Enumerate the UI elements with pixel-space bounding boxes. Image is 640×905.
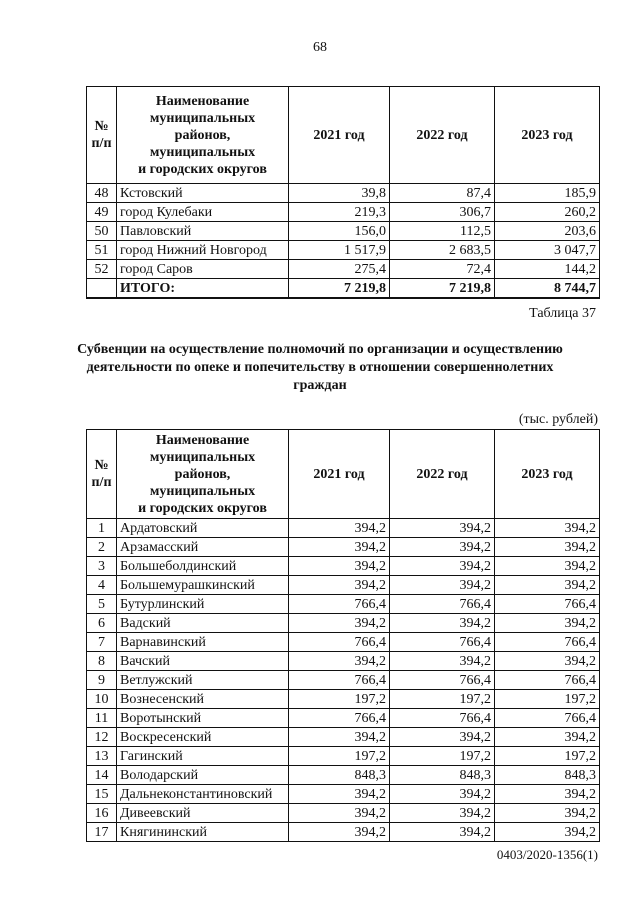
table-row xyxy=(87,184,600,203)
row-number: 15 xyxy=(87,785,117,804)
table-row xyxy=(87,804,600,823)
row-number: 14 xyxy=(87,766,117,785)
value-2023: 144,2 xyxy=(495,260,600,279)
value-2023: 394,2 xyxy=(495,652,600,671)
value-2023: 766,4 xyxy=(495,671,600,690)
value-2022: 766,4 xyxy=(390,633,495,652)
units-label: (тыс. рублей) xyxy=(518,412,598,427)
row-number: 10 xyxy=(87,690,117,709)
row-number: 5 xyxy=(87,595,117,614)
row-name: город Нижний Новгород xyxy=(117,241,289,260)
value-2021: 848,3 xyxy=(289,766,390,785)
table-row xyxy=(87,652,600,671)
table-row xyxy=(87,747,600,766)
table-row xyxy=(87,538,600,557)
row-number: 7 xyxy=(87,633,117,652)
value-2022: 766,4 xyxy=(390,671,495,690)
value-2021: 766,4 xyxy=(289,595,390,614)
row-number: 9 xyxy=(87,671,117,690)
col-2021-header: 2021 год xyxy=(289,87,390,184)
value-2022: 394,2 xyxy=(390,804,495,823)
value-2023: 394,2 xyxy=(495,538,600,557)
table-row xyxy=(87,519,600,538)
value-2021: 394,2 xyxy=(289,785,390,804)
col-name-header: Наименование муниципальных районов, муниципальных и городских округов xyxy=(117,87,289,184)
value-2022: 394,2 xyxy=(390,823,495,842)
value-2023: 394,2 xyxy=(495,728,600,747)
value-2022: 394,2 xyxy=(390,538,495,557)
row-name: Большемурашкинский xyxy=(117,576,289,595)
row-name: Ветлужский xyxy=(117,671,289,690)
row-name: Дальнеконстантиновский xyxy=(117,785,289,804)
value-2022: 766,4 xyxy=(390,709,495,728)
table-row xyxy=(87,690,600,709)
row-number: 13 xyxy=(87,747,117,766)
row-name: Вадский xyxy=(117,614,289,633)
value-2022: 394,2 xyxy=(390,519,495,538)
value-2022: 394,2 xyxy=(390,652,495,671)
value-2021: 197,2 xyxy=(289,690,390,709)
row-name: Княгининский xyxy=(117,823,289,842)
value-2021: 766,4 xyxy=(289,671,390,690)
row-number: 51 xyxy=(87,241,117,260)
value-2021: 766,4 xyxy=(289,633,390,652)
value-2021: 394,2 xyxy=(289,652,390,671)
table-row xyxy=(87,709,600,728)
row-number: 17 xyxy=(87,823,117,842)
total-num-cell xyxy=(87,279,117,299)
table-label: Таблица 37 xyxy=(529,306,596,321)
row-number: 6 xyxy=(87,614,117,633)
value-2022: 394,2 xyxy=(390,728,495,747)
row-name: Дивеевский xyxy=(117,804,289,823)
table-row xyxy=(87,823,600,842)
total-row xyxy=(87,279,600,299)
table-row xyxy=(87,576,600,595)
value-2021: 219,3 xyxy=(289,203,390,222)
value-2023: 394,2 xyxy=(495,785,600,804)
value-2021: 394,2 xyxy=(289,804,390,823)
table-row xyxy=(87,595,600,614)
row-number: 2 xyxy=(87,538,117,557)
table-body xyxy=(87,519,600,842)
row-number: 3 xyxy=(87,557,117,576)
value-2021: 394,2 xyxy=(289,728,390,747)
table-subventions xyxy=(86,429,600,842)
value-2022: 87,4 xyxy=(390,184,495,203)
table-continued xyxy=(86,86,600,299)
value-2022: 394,2 xyxy=(390,614,495,633)
value-2021: 394,2 xyxy=(289,576,390,595)
table-row xyxy=(87,766,600,785)
value-2021: 197,2 xyxy=(289,747,390,766)
row-number: 50 xyxy=(87,222,117,241)
value-2022: 394,2 xyxy=(390,785,495,804)
row-name: Володарский xyxy=(117,766,289,785)
row-name: Ардатовский xyxy=(117,519,289,538)
value-2023: 848,3 xyxy=(495,766,600,785)
table-header xyxy=(87,430,600,519)
value-2022: 2 683,5 xyxy=(390,241,495,260)
value-2023: 3 047,7 xyxy=(495,241,600,260)
row-number: 16 xyxy=(87,804,117,823)
value-2022: 394,2 xyxy=(390,576,495,595)
table-row xyxy=(87,614,600,633)
total-2023: 8 744,7 xyxy=(495,279,600,299)
table-title: Субвенции на осуществление полномочий по организации и осуществлению деятельности по опеке и попечительству в отношении совершеннолетних граждан xyxy=(77,342,563,393)
value-2021: 394,2 xyxy=(289,823,390,842)
row-number: 8 xyxy=(87,652,117,671)
col-2021-header: 2021 год xyxy=(289,430,390,519)
value-2023: 197,2 xyxy=(495,690,600,709)
row-name: Варнавинский xyxy=(117,633,289,652)
value-2021: 39,8 xyxy=(289,184,390,203)
table-row xyxy=(87,728,600,747)
value-2023: 394,2 xyxy=(495,804,600,823)
col-num-header: № п/п xyxy=(87,87,117,184)
value-2023: 766,4 xyxy=(495,633,600,652)
row-name: город Саров xyxy=(117,260,289,279)
col-2023-header: 2023 год xyxy=(495,430,600,519)
value-2021: 275,4 xyxy=(289,260,390,279)
page-number: 68 xyxy=(313,40,327,55)
value-2022: 766,4 xyxy=(390,595,495,614)
value-2023: 394,2 xyxy=(495,576,600,595)
row-number: 4 xyxy=(87,576,117,595)
value-2023: 766,4 xyxy=(495,595,600,614)
row-name: Арзамасский xyxy=(117,538,289,557)
table-row xyxy=(87,557,600,576)
row-name: Большеболдинский xyxy=(117,557,289,576)
table-header xyxy=(87,87,600,184)
value-2021: 766,4 xyxy=(289,709,390,728)
table-row xyxy=(87,671,600,690)
table-row xyxy=(87,241,600,260)
total-2022: 7 219,8 xyxy=(390,279,495,299)
table-row xyxy=(87,785,600,804)
col-2022-header: 2022 год xyxy=(390,87,495,184)
table-row xyxy=(87,260,600,279)
row-name: Воскресенский xyxy=(117,728,289,747)
col-2023-header: 2023 год xyxy=(495,87,600,184)
row-name: Кстовский xyxy=(117,184,289,203)
row-number: 1 xyxy=(87,519,117,538)
value-2021: 394,2 xyxy=(289,614,390,633)
table-body xyxy=(87,184,600,299)
value-2023: 203,6 xyxy=(495,222,600,241)
value-2023: 766,4 xyxy=(495,709,600,728)
value-2022: 394,2 xyxy=(390,557,495,576)
row-name: Павловский xyxy=(117,222,289,241)
row-number: 52 xyxy=(87,260,117,279)
value-2021: 156,0 xyxy=(289,222,390,241)
row-name: Бутурлинский xyxy=(117,595,289,614)
value-2021: 394,2 xyxy=(289,557,390,576)
value-2023: 394,2 xyxy=(495,519,600,538)
value-2023: 260,2 xyxy=(495,203,600,222)
table-row xyxy=(87,203,600,222)
row-name: Вознесенский xyxy=(117,690,289,709)
col-2022-header: 2022 год xyxy=(390,430,495,519)
value-2023: 394,2 xyxy=(495,557,600,576)
total-2021: 7 219,8 xyxy=(289,279,390,299)
table-row xyxy=(87,633,600,652)
col-num-header: № п/п xyxy=(87,430,117,519)
value-2022: 197,2 xyxy=(390,690,495,709)
total-label: ИТОГО: xyxy=(117,279,289,299)
value-2023: 185,9 xyxy=(495,184,600,203)
value-2022: 72,4 xyxy=(390,260,495,279)
value-2022: 848,3 xyxy=(390,766,495,785)
col-name-header: Наименование муниципальных районов, муниципальных и городских округов xyxy=(117,430,289,519)
value-2022: 197,2 xyxy=(390,747,495,766)
value-2022: 112,5 xyxy=(390,222,495,241)
row-name: Гагинский xyxy=(117,747,289,766)
row-number: 49 xyxy=(87,203,117,222)
row-number: 48 xyxy=(87,184,117,203)
value-2023: 394,2 xyxy=(495,823,600,842)
table-row xyxy=(87,222,600,241)
value-2023: 394,2 xyxy=(495,614,600,633)
value-2021: 394,2 xyxy=(289,538,390,557)
row-name: город Кулебаки xyxy=(117,203,289,222)
value-2021: 394,2 xyxy=(289,519,390,538)
value-2021: 1 517,9 xyxy=(289,241,390,260)
row-name: Вачский xyxy=(117,652,289,671)
value-2023: 197,2 xyxy=(495,747,600,766)
row-name: Воротынский xyxy=(117,709,289,728)
row-number: 12 xyxy=(87,728,117,747)
document-code: 0403/2020-1356(1) xyxy=(496,847,598,862)
value-2022: 306,7 xyxy=(390,203,495,222)
row-number: 11 xyxy=(87,709,117,728)
